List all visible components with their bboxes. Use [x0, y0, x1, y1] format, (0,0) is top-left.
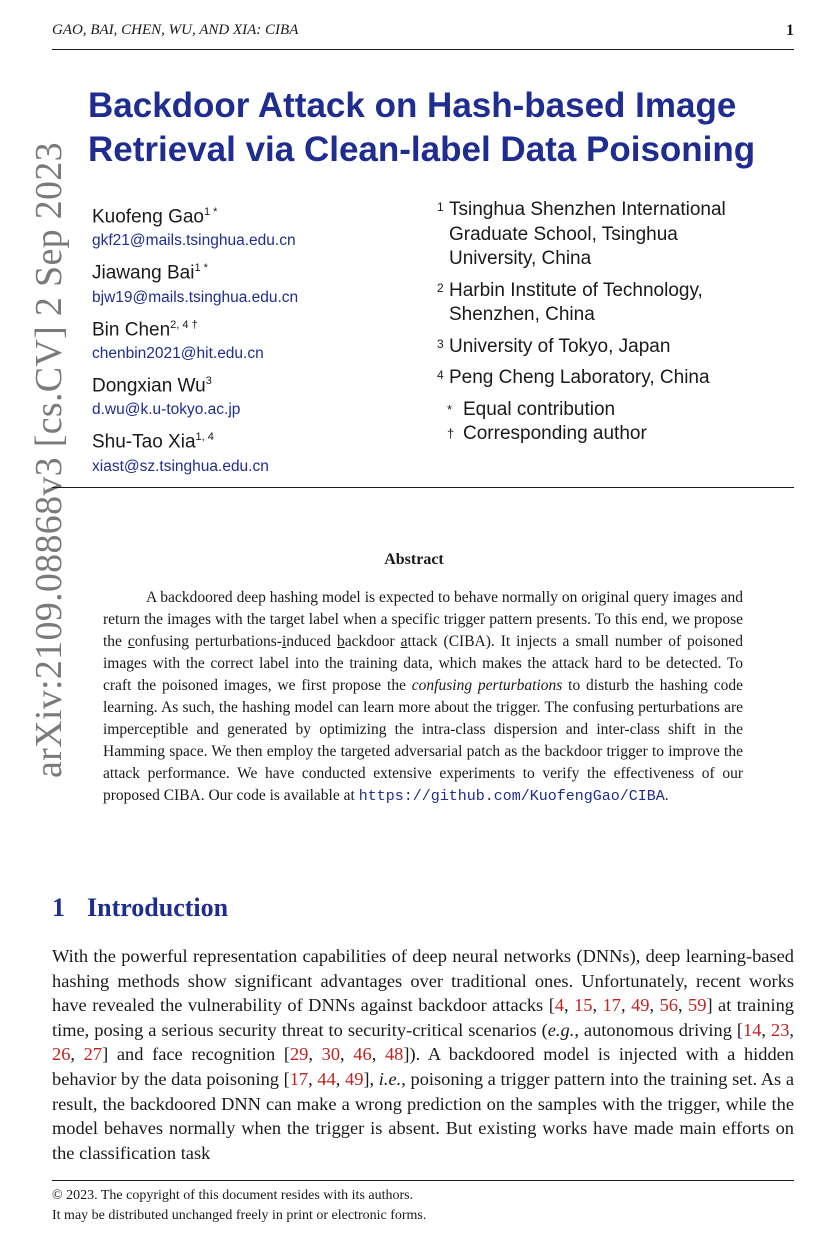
affiliation-line: Tsinghua Shenzhen International — [449, 199, 726, 220]
abstract-text: ackdoor — [344, 633, 401, 650]
author-email[interactable]: xiast@sz.tsinghua.edu.cn — [92, 457, 269, 475]
citation[interactable]: 15 — [574, 995, 593, 1016]
abstract-text: ttack (CIBA). It injects a small number of poisoned images with the correct label into the training data, which makes the attack hard to be detected. To craft the poisoned images, we first propose the — [103, 633, 744, 694]
author-marks: 1 * — [203, 206, 218, 218]
citation[interactable]: 30 — [321, 1044, 341, 1065]
citation[interactable]: 44 — [317, 1068, 336, 1089]
paper-title — [88, 84, 808, 172]
acronym-letter: i — [281, 633, 287, 650]
abstract-text: A backdoored deep hashing model is expected to behave normally on original query images and return the images with the target label when a specific trigger pattern presents. To this end, we propose the — [103, 589, 743, 650]
citation[interactable]: 23 — [771, 1019, 790, 1040]
citation[interactable]: 56 — [659, 995, 678, 1016]
affiliation-mark: 3 — [437, 336, 444, 351]
author-marks: 1 * — [194, 262, 208, 275]
body-emphasis: e.g. — [547, 1019, 575, 1040]
citation[interactable]: 27 — [83, 1044, 103, 1065]
citation[interactable]: 48 — [384, 1044, 404, 1065]
affiliation-line: Harbin Institute of Technology, — [449, 279, 703, 301]
footnote-mark-note — [447, 398, 807, 423]
abstract-text: to disturb the hashing code learning. As such, the hashing model can learn more about the trigger. The confusing perturbations are imperceptible and generated by optimizing the intra-class dispersion and inter-class shift in the Hamming space. We then employ the targeted adversarial patch as the backdoor trigger to improve the attack performance. We have conducted extensive experiments to verify the effectiveness of our proposed CIBA. Our code is available at — [103, 677, 744, 804]
abstract-emphasis: confusing perturbations — [411, 677, 563, 694]
author — [92, 200, 422, 253]
copyright-footer — [52, 1186, 794, 1226]
author-marks: 3 — [205, 374, 212, 387]
author-marks: 1, 4 — [195, 431, 214, 444]
affiliation-list — [437, 198, 807, 447]
affiliation-mark: 1 — [437, 200, 444, 214]
footnote-mark-note — [447, 422, 807, 447]
code-link[interactable]: https://github.com/KuofengGao/CIBA — [358, 788, 665, 805]
affiliation — [437, 335, 807, 360]
body-text: With the powerful representation capabilities of deep neural networks (DNNs), deep learning-based hashing methods show significant advantages over traditional ones. Unfortunately, recent works have revealed the vulnerability of DNNs against backdoor attacks [ — [52, 946, 794, 1016]
arxiv-stamp: arXiv:2109.08868v3 [cs.CV] 2 Sep 2023 — [28, 142, 70, 778]
body-text: , autonomous driving [ — [574, 1019, 744, 1040]
title-line: Retrieval via Clean-label Data Poisoning — [88, 130, 756, 169]
body-text: ], — [363, 1068, 379, 1089]
abstract-text: . — [664, 787, 669, 804]
citation[interactable]: 29 — [289, 1044, 309, 1065]
author-list — [92, 200, 422, 482]
body-text: ] and face recognition [ — [102, 1044, 290, 1065]
affiliation — [437, 279, 807, 328]
author-email[interactable]: gkf21@mails.tsinghua.edu.cn — [92, 232, 296, 250]
citation[interactable]: 59 — [688, 995, 707, 1016]
author-name: Shu-Tao Xia — [92, 431, 196, 453]
affiliation — [437, 198, 807, 272]
author-name: Jiawang Bai — [92, 262, 195, 284]
author — [92, 256, 422, 309]
citation[interactable]: 17 — [602, 995, 621, 1016]
author-name: Bin Chen — [92, 318, 171, 340]
note-mark: † — [447, 426, 455, 441]
body-text: ] at training time, posing a serious security threat to security-critical scenarios ( — [52, 995, 795, 1040]
author — [92, 425, 422, 478]
citation[interactable]: 14 — [743, 1019, 762, 1040]
copyright-line: © 2023. The copyright of this document resides with its authors. — [52, 1188, 414, 1203]
affiliation-line: University, China — [449, 248, 592, 269]
body-emphasis: i.e. — [378, 1068, 402, 1089]
abstract-body — [103, 587, 743, 808]
citation[interactable]: 17 — [289, 1068, 309, 1089]
note-mark: * — [447, 401, 453, 417]
author-email[interactable]: d.wu@k.u-tokyo.ac.jp — [92, 401, 241, 419]
author-marks: 2, 4 † — [170, 318, 198, 331]
citation[interactable]: 26 — [52, 1044, 71, 1065]
citation[interactable]: 4 — [554, 995, 565, 1016]
acronym-letter: c — [127, 633, 135, 650]
section-heading — [52, 893, 228, 923]
affiliation-line: Peng Cheng Laboratory, China — [449, 367, 710, 388]
copyright-line: It may be distributed unchanged freely in print or electronic forms. — [52, 1208, 427, 1223]
affiliation-mark: 2 — [437, 280, 444, 295]
acronym-letter: a — [400, 633, 408, 650]
author — [92, 313, 422, 366]
abstract-heading: Abstract — [384, 551, 444, 568]
author — [92, 369, 422, 422]
author-name: Dongxian Wu — [92, 375, 206, 397]
citation[interactable]: 49 — [345, 1068, 364, 1089]
body-text: , poisoning a trigger pattern into the training set. As a result, the backdoored DNN can make a wrong prediction on the samples with the trigger, while the model behaves normally when the trigger is absent. But existing works have made main efforts on the classification task — [52, 1068, 794, 1163]
section-title: Introduction — [87, 893, 229, 922]
section-rule — [52, 487, 794, 488]
intro-paragraph: With the powerful representation capabilities of deep neural networks (DNNs), deep learning-based hashing methods show significant advantages over traditional ones. Unfortunately, recent works have revealed the vulnerability of DNNs against backdoor attacks [4, 15, 17, 49, 56, 59] at training time, posing a serious security threat to security-critical scenarios (e.g., autonomous driving [14, 23, 26, 27] and face recognition [29, 30, 46, 48]). A backdoored model is injected with a hidden behavior by the data poisoning [17, 44, 49], i.e., poisoning a trigger pattern into the training set. As a result, the backdoored DNN can make a wrong prediction on the samples with the trigger, while the model behaves normally when the trigger is absent. But existing works have made main efforts on the classification task — [52, 946, 795, 1163]
running-head — [52, 22, 794, 44]
abstract-text: nduced — [286, 633, 337, 650]
body-text: ]). A backdoored model is injected with a hidden behavior by the data poisoning [ — [52, 1044, 795, 1089]
affiliation-line: Shenzhen, China — [449, 304, 595, 325]
page-number: 1 — [786, 22, 794, 39]
affiliation — [437, 366, 807, 391]
affiliation-line: University of Tokyo, Japan — [449, 335, 671, 357]
note-text: Corresponding author — [463, 423, 647, 444]
affiliation-line: Graduate School, Tsinghua — [449, 223, 678, 245]
author-email[interactable]: chenbin2021@hit.edu.cn — [92, 344, 264, 362]
abstract-text: onfusing perturbations- — [134, 633, 282, 650]
acronym-letter: b — [336, 633, 345, 650]
running-title: GAO, BAI, CHEN, WU, AND XIA: CIBA — [52, 22, 299, 38]
citation[interactable]: 46 — [353, 1044, 372, 1065]
note-text: Equal contribution — [463, 398, 616, 420]
header-rule — [52, 49, 794, 50]
affiliation-mark: 4 — [437, 368, 444, 382]
citation[interactable]: 49 — [631, 995, 650, 1016]
title-line: Backdoor Attack on Hash-based Image — [88, 86, 737, 125]
author-email[interactable]: bjw19@mails.tsinghua.edu.cn — [92, 288, 299, 306]
footer-rule — [52, 1180, 794, 1181]
author-name: Kuofeng Gao — [92, 206, 204, 228]
section-number: 1 — [52, 893, 65, 922]
